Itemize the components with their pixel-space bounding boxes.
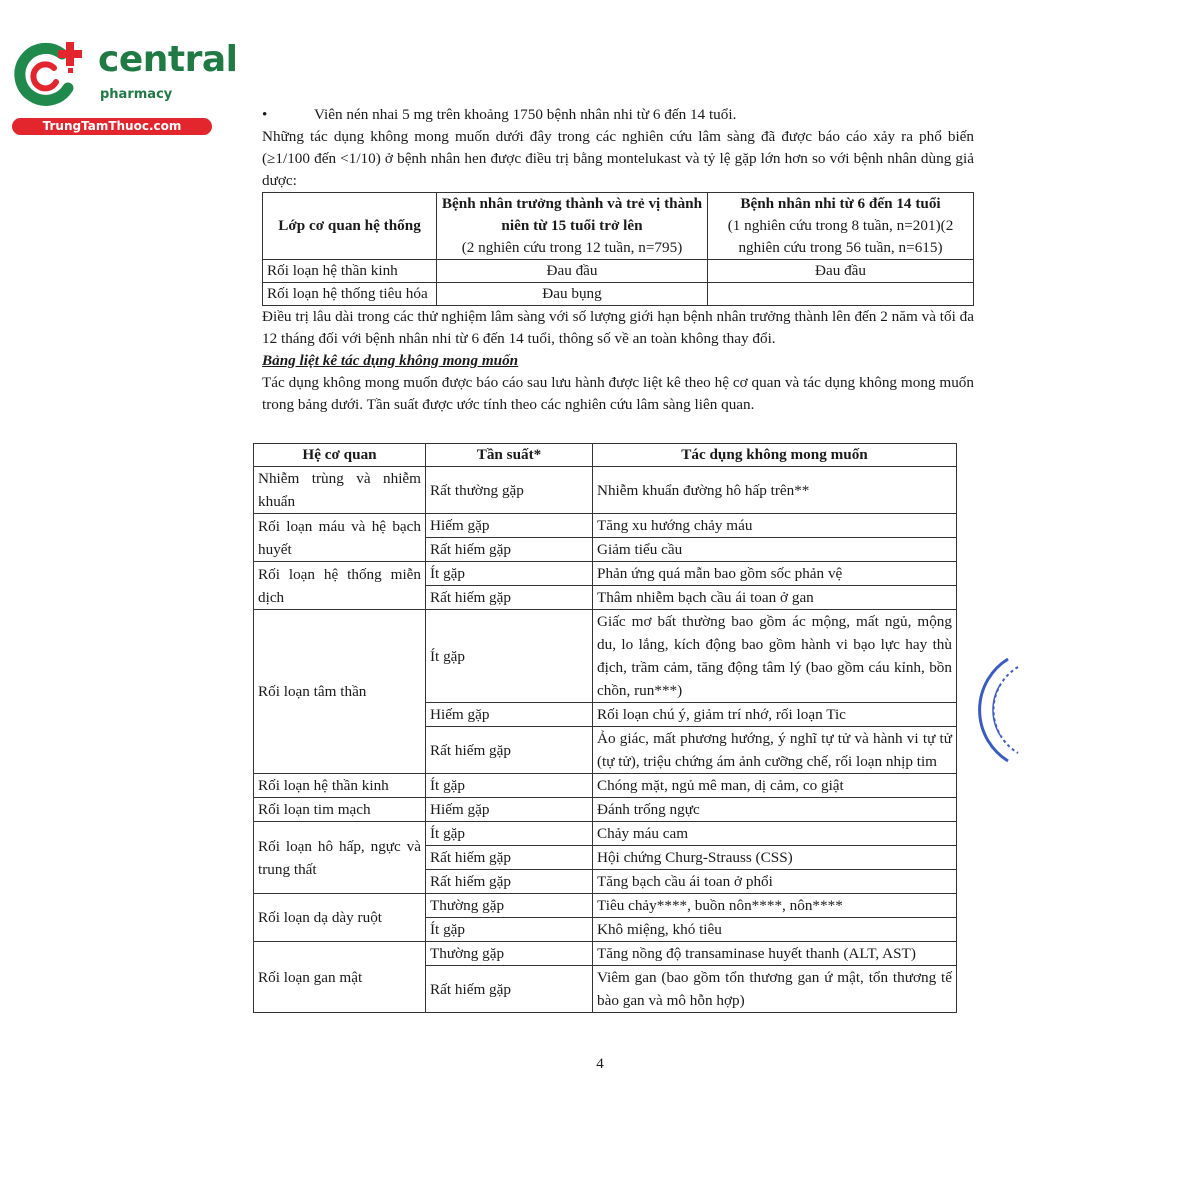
bullet-item [262, 104, 974, 126]
cell-frequency: Hiếm gặp [426, 514, 593, 538]
cell-frequency: Rất hiếm gặp [426, 846, 593, 870]
table-row [254, 774, 957, 798]
cell-frequency: Hiếm gặp [426, 703, 593, 727]
table-row [254, 822, 957, 846]
cell-frequency: Thường gặp [426, 894, 593, 918]
document-body [262, 104, 974, 416]
cell-frequency: Ít gặp [426, 562, 593, 586]
cell-effect: Tăng nồng độ transaminase huyết thanh (ALT, AST) [593, 942, 957, 966]
cell-frequency: Ít gặp [426, 774, 593, 798]
cell-child: Đau đầu [708, 260, 974, 283]
cell-child [708, 283, 974, 306]
cell-system: Rối loạn hệ thống tiêu hóa [263, 283, 437, 306]
cell-system: Rối loạn hệ thống miễn dịch [254, 562, 426, 610]
header-child-note: (1 nghiên cứu trong 8 tuần, n=201)(2 nghiên cứu trong 56 tuần, n=615) [727, 217, 954, 256]
header-adult-title: Bệnh nhân trưởng thành và trẻ vị thành niên từ 15 tuổi trở lên [441, 195, 703, 234]
adverse-effects-by-system-table [253, 443, 957, 1013]
table-row [254, 894, 957, 918]
cell-effect: Ảo giác, mất phương hướng, ý nghĩ tự tử và hành vi tự tử (tự tử), triệu chứng ám ảnh cưỡng chế, rối loạn nhịp tim [593, 727, 957, 774]
cell-system: Rối loạn tim mạch [254, 798, 426, 822]
section-intro-paragraph: Tác dụng không mong muốn được báo cáo sau lưu hành được liệt kê theo hệ cơ quan và tác dụng không mong muốn trong bảng dưới. Tần suất được ước tính theo các nghiên cứu lâm sàng liên quan. [262, 374, 974, 413]
cell-effect: Tiêu chảy****, buồn nôn****, nôn**** [593, 894, 957, 918]
cell-effect: Giấc mơ bất thường bao gồm ác mộng, mất ngủ, mộng du, lo lắng, kích động bao gồm hành vi bạo lực hay thù địch, trầm cảm, tăng động tâm lý (bao gồm cáu kỉnh, bồn chồn, run***) [593, 610, 957, 703]
brand-url-badge[interactable]: TrungTamThuoc.com [12, 118, 212, 135]
pharmacy-cross-logo-icon [10, 38, 88, 110]
cell-frequency: Rất hiếm gặp [426, 727, 593, 774]
header-effect: Tác dụng không mong muốn [593, 444, 957, 467]
header-system: Hệ cơ quan [254, 444, 426, 467]
cell-effect: Nhiễm khuẩn đường hô hấp trên** [593, 467, 957, 514]
bullet-text: Viên nén nhai 5 mg trên khoảng 1750 bệnh nhân nhi từ 6 đến 14 tuổi. [314, 106, 737, 123]
header-adult [437, 193, 708, 260]
cell-effect: Chóng mặt, ngủ mê man, dị cảm, co giật [593, 774, 957, 798]
cell-frequency: Thường gặp [426, 942, 593, 966]
cell-frequency: Rất hiếm gặp [426, 966, 593, 1013]
common-adverse-effects-table [262, 192, 974, 306]
section-heading: Bảng liệt kê tác dụng không mong muốn [262, 352, 519, 369]
seal-stamp-icon [978, 655, 1022, 765]
table-row [254, 467, 957, 514]
cell-frequency: Ít gặp [426, 918, 593, 942]
table-header-row [263, 193, 974, 260]
table-row [254, 798, 957, 822]
table-row [254, 610, 957, 703]
cell-system: Rối loạn hệ thần kinh [263, 260, 437, 283]
table-row [263, 260, 974, 283]
header-system: Lớp cơ quan hệ thống [263, 193, 437, 260]
cell-system: Rối loạn hệ thần kinh [254, 774, 426, 798]
cell-effect: Hội chứng Churg-Strauss (CSS) [593, 846, 957, 870]
cell-system: Rối loạn gan mật [254, 942, 426, 1013]
cell-adult: Đau bụng [437, 283, 708, 306]
cell-system: Rối loạn dạ dày ruột [254, 894, 426, 942]
cell-effect: Chảy máu cam [593, 822, 957, 846]
cell-system: Nhiễm trùng và nhiễm khuẩn [254, 467, 426, 514]
cell-system: Rối loạn tâm thần [254, 610, 426, 774]
table-row [254, 514, 957, 538]
cell-system: Rối loạn hô hấp, ngực và trung thất [254, 822, 426, 894]
page-number: 4 [596, 1056, 604, 1072]
cell-frequency: Ít gặp [426, 610, 593, 703]
cell-effect: Viêm gan (bao gồm tổn thương gan ứ mật, tổn thương tế bào gan và mô hỗn hợp) [593, 966, 957, 1013]
cell-effect: Rối loạn chú ý, giảm trí nhớ, rối loạn Tic [593, 703, 957, 727]
cell-frequency: Rất hiếm gặp [426, 586, 593, 610]
cell-effect: Khô miệng, khó tiêu [593, 918, 957, 942]
intro-paragraph: Những tác dụng không mong muốn dưới đây trong các nghiên cứu lâm sàng đã được báo cáo xảy ra phổ biến (≥1/100 đến <1/10) ở bệnh nhân hen được điều trị bằng montelukast và tỷ lệ gặp lớn hơn so với bệnh nhân dùng giả dược: [262, 128, 974, 189]
cell-effect: Thâm nhiễm bạch cầu ái toan ở gan [593, 586, 957, 610]
header-adult-note: (2 nghiên cứu trong 12 tuần, n=795) [461, 239, 683, 256]
header-frequency: Tần suất* [426, 444, 593, 467]
cell-adult: Đau đầu [437, 260, 708, 283]
cell-frequency: Hiếm gặp [426, 798, 593, 822]
table-row [254, 562, 957, 586]
table-row [263, 283, 974, 306]
cell-system: Rối loạn máu và hệ bạch huyết [254, 514, 426, 562]
header-child-title: Bệnh nhân nhi từ 6 đến 14 tuổi [740, 195, 941, 212]
cell-frequency: Ít gặp [426, 822, 593, 846]
brand-subtitle: pharmacy [100, 87, 173, 102]
bullet-dot-icon: • [262, 106, 268, 123]
long-term-paragraph: Điều trị lâu dài trong các thử nghiệm lâm sàng với số lượng giới hạn bệnh nhân trưởng thành lên đến 2 năm và tối đa 12 tháng đối với bệnh nhân nhi từ 6 đến 14 tuổi, thông số về an toàn không thay đổi. [262, 308, 974, 347]
cell-effect: Tăng xu hướng chảy máu [593, 514, 957, 538]
cell-frequency: Rất hiếm gặp [426, 538, 593, 562]
cell-frequency: Rất hiếm gặp [426, 870, 593, 894]
cell-effect: Đánh trống ngực [593, 798, 957, 822]
cell-effect: Giảm tiểu cầu [593, 538, 957, 562]
cell-effect: Tăng bạch cầu ái toan ở phổi [593, 870, 957, 894]
table-header-row [254, 444, 957, 467]
table-row [254, 942, 957, 966]
brand-name: central [98, 39, 238, 80]
cell-effect: Phản ứng quá mẫn bao gồm sốc phản vệ [593, 562, 957, 586]
header-child [708, 193, 974, 260]
brand-logo[interactable] [10, 38, 238, 138]
cell-frequency: Rất thường gặp [426, 467, 593, 514]
